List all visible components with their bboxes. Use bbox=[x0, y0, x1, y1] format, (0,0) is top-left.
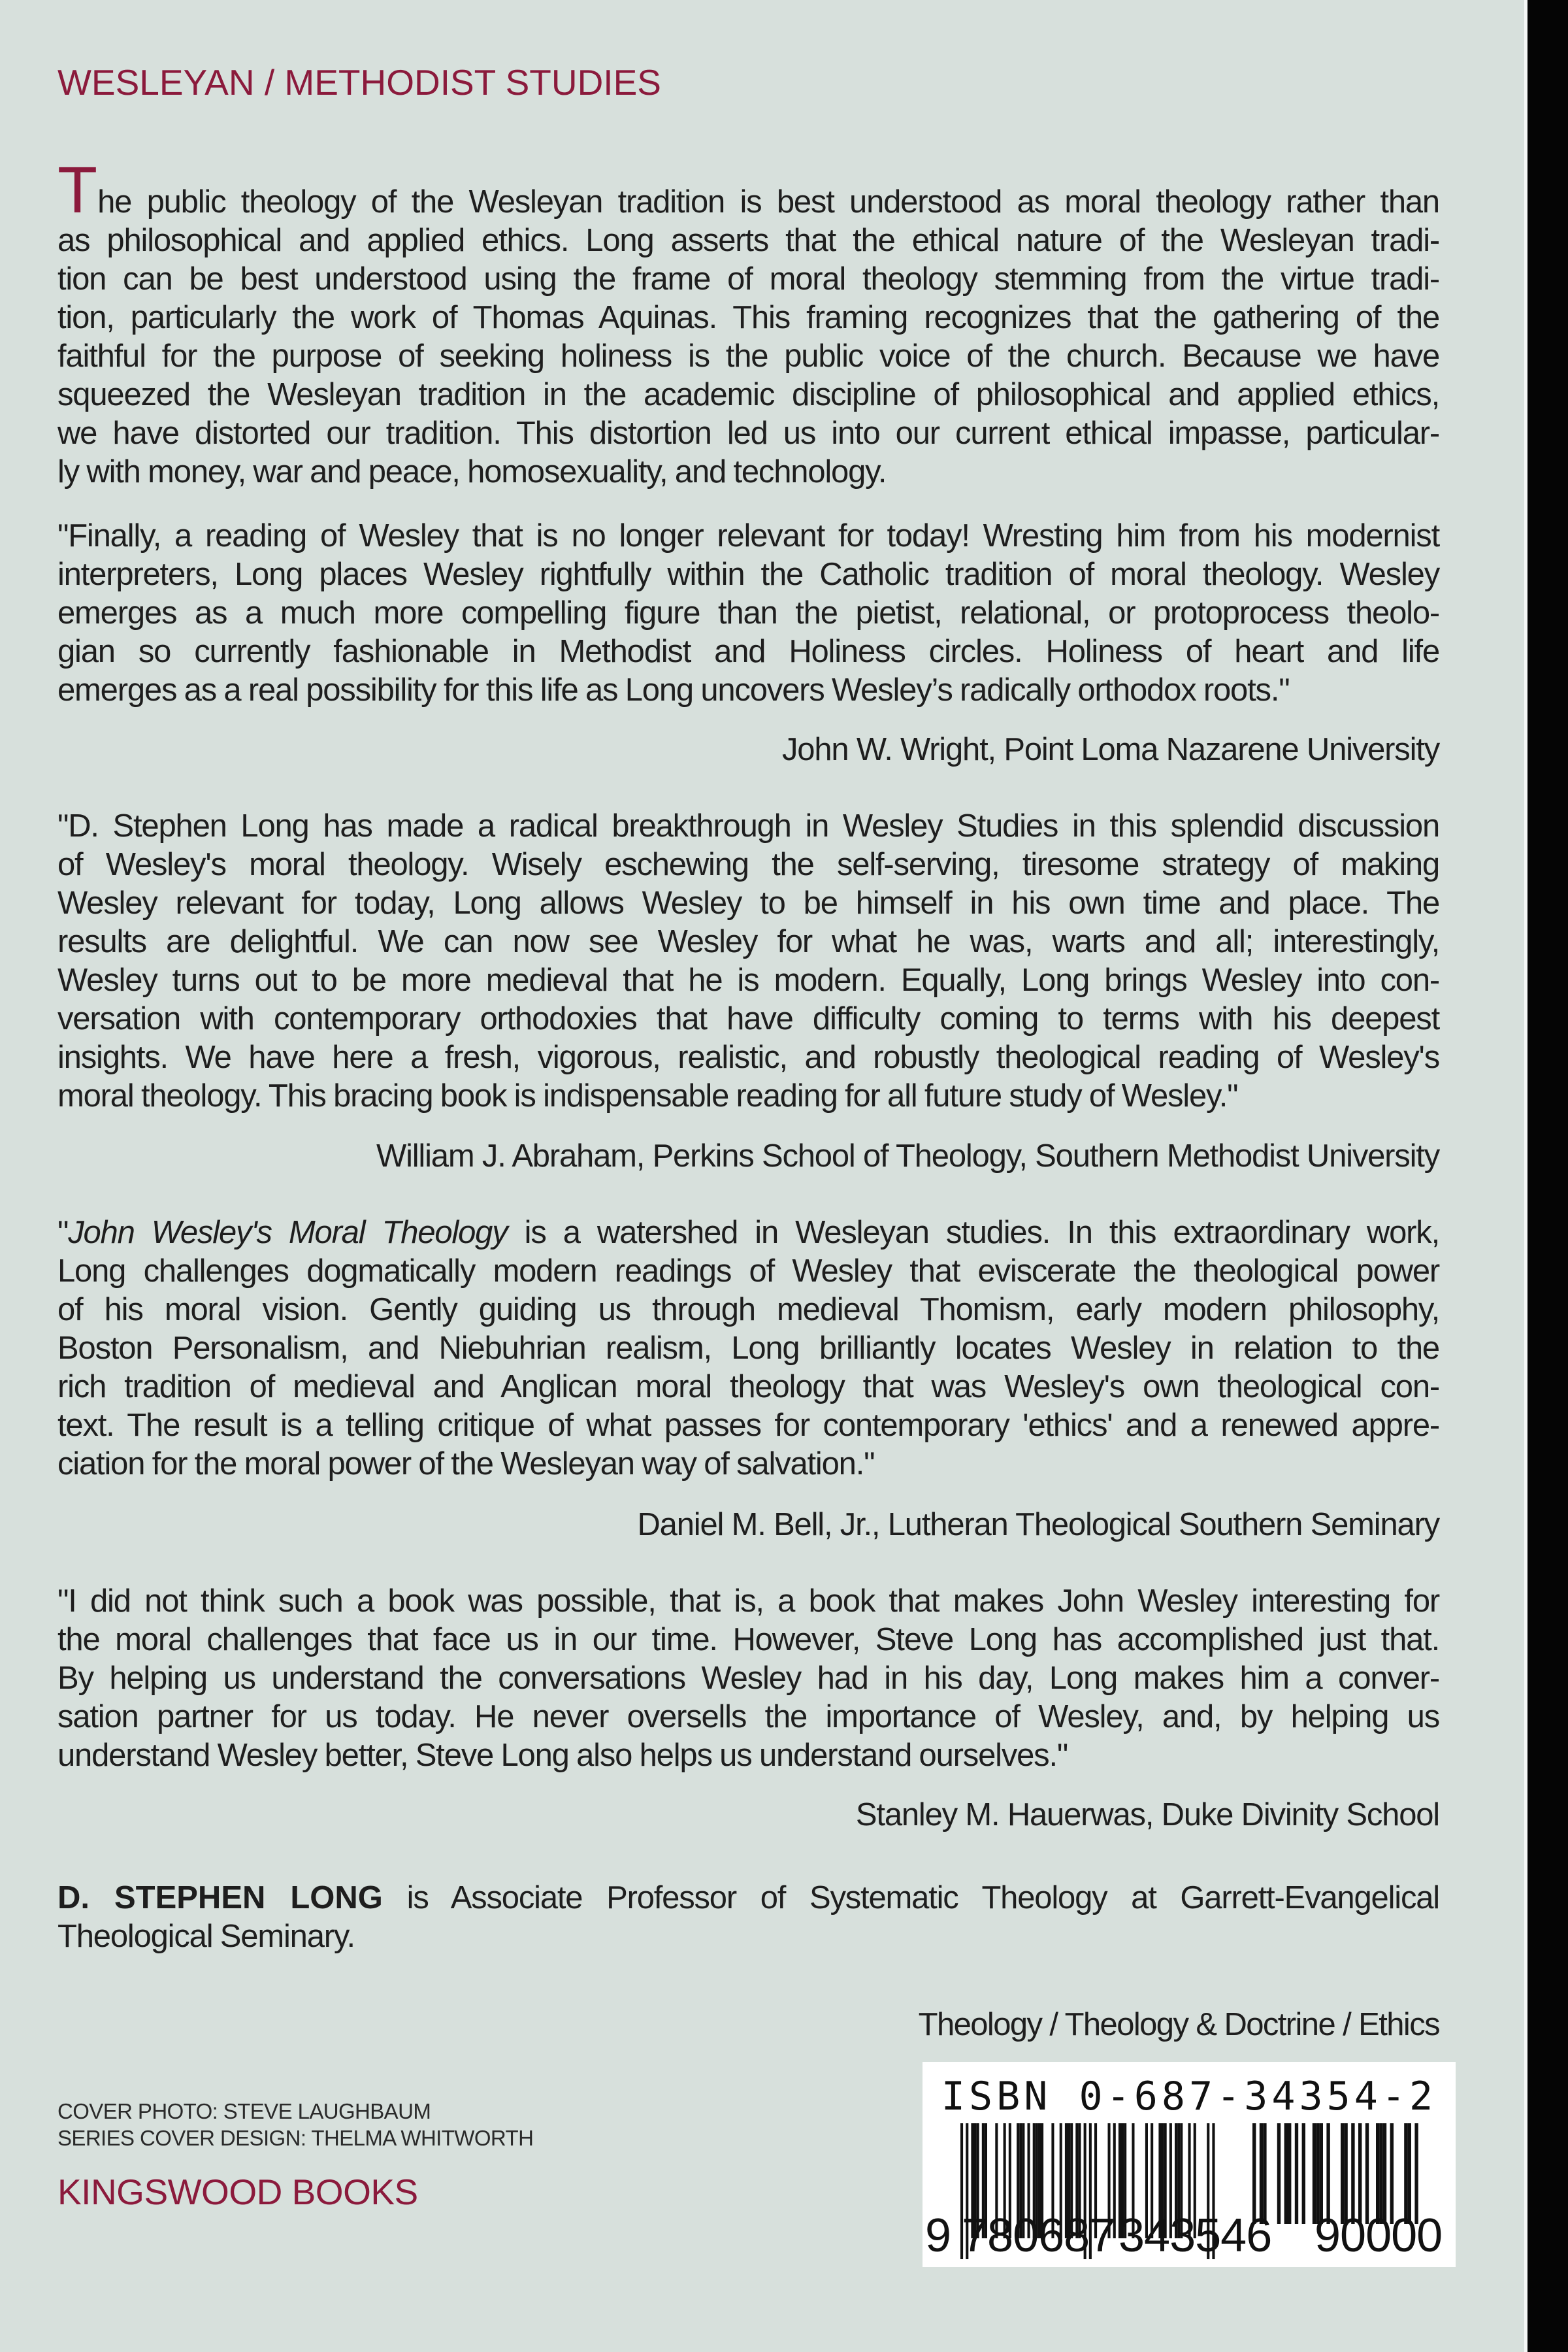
book-title: John Wesley's Moral Theology bbox=[68, 1215, 508, 1250]
endorsement-line: Long challenges dogmatically modern readings of Wesley that eviscerate the theological power bbox=[57, 1253, 1439, 1289]
endorsement-line: results are delightful. We can now see Wesley for what he was, warts and all; interestingly, bbox=[57, 924, 1439, 959]
endorsement-hauerwas bbox=[57, 1582, 1439, 1775]
endorsement-line: emerges as a real possibility for this life as Long uncovers Wesley’s radically orthodox roots." bbox=[57, 672, 1290, 708]
endorsement-line: emerges as a much more compelling figure than the pietist, relational, or protoprocess theolo- bbox=[57, 595, 1439, 631]
publisher-logo: KINGSWOOD BOOKS bbox=[57, 2172, 418, 2212]
photo-credit: COVER PHOTO: STEVE LAUGHBAUM bbox=[57, 2099, 431, 2123]
description-line: we have distorted our tradition. This distortion led us into our current ethical impasse, particular- bbox=[57, 416, 1439, 451]
description-line bbox=[57, 154, 1439, 227]
description-line: as philosophical and applied ethics. Long asserts that the ethical nature of the Wesleyan tradi- bbox=[57, 223, 1439, 258]
drop-cap: T bbox=[57, 154, 98, 227]
description-line: tion can be best understood using the frame of moral theology stemming from the virtue tradi- bbox=[57, 261, 1439, 297]
credits bbox=[57, 2098, 533, 2151]
endorsement-line: "I did not think such a book was possible, that is, a book that makes John Wesley interesting for bbox=[57, 1583, 1439, 1619]
attribution-abraham: William J. Abraham, Perkins School of Theology, Southern Methodist University bbox=[376, 1138, 1439, 1174]
endorsement-line: Wesley turns out to be more medieval that he is modern. Equally, Long brings Wesley into con- bbox=[57, 963, 1439, 998]
endorsement-line: versation with contemporary orthodoxies that have difficulty coming to terms with his deepest bbox=[57, 1001, 1439, 1036]
endorsement-line: ciation for the moral power of the Wesleyan way of salvation." bbox=[57, 1446, 875, 1482]
endorsement-text: is a watershed in Wesleyan studies. In this extraordinary work, bbox=[507, 1215, 1439, 1250]
endorsement-line: "John Wesley's Moral Theology is a watershed in Wesleyan studies. In this extraordinary work, bbox=[57, 1215, 1439, 1250]
design-credit: SERIES COVER DESIGN: THELMA WHITWORTH bbox=[57, 2126, 534, 2150]
spine-strip bbox=[1527, 0, 1568, 2352]
endorsement-bell bbox=[57, 1214, 1439, 1483]
description-line: tion, particularly the work of Thomas Aquinas. This framing recognizes that the gathering of the bbox=[57, 300, 1439, 335]
attribution-hauerwas: Stanley M. Hauerwas, Duke Divinity School bbox=[855, 1797, 1439, 1832]
ean-left-group: 780687 bbox=[962, 2210, 1115, 2262]
category-label: Theology / Theology & Doctrine / Ethics bbox=[918, 2007, 1439, 2042]
ean-right-group: 343546 bbox=[1119, 2210, 1272, 2262]
description-line: faithful for the purpose of seeking holiness is the public voice of the church. Because we have bbox=[57, 339, 1439, 374]
endorsement-line: moral theology. This bracing book is indispensable reading for all future study of Wesley." bbox=[57, 1078, 1238, 1114]
author-name: D. STEPHEN LONG bbox=[57, 1880, 383, 1915]
endorsement-abraham bbox=[57, 807, 1439, 1116]
series-label: WESLEYAN / METHODIST STUDIES bbox=[57, 62, 661, 103]
endorsement-line: of Wesley's moral theology. Wisely eschewing the self-serving, tiresome strategy of making bbox=[57, 847, 1439, 882]
endorsement-line: gian so currently fashionable in Methodist and Holiness circles. Holiness of heart and life bbox=[57, 634, 1439, 669]
endorsement-line: By helping us understand the conversations Wesley had in his day, Long makes him a conver- bbox=[57, 1661, 1439, 1696]
endorsement-line: "Finally, a reading of Wesley that is no longer relevant for today! Wresting him from his modernist bbox=[57, 518, 1439, 554]
description-line: squeezed the Wesleyan tradition in the academic discipline of philosophical and applied ethics, bbox=[57, 377, 1439, 412]
attribution-bell: Daniel M. Bell, Jr., Lutheran Theological Southern Seminary bbox=[637, 1507, 1439, 1542]
endorsement-line: of his moral vision. Gently guiding us through medieval Thomism, early modern philosophy, bbox=[57, 1292, 1439, 1327]
barcode bbox=[923, 2062, 1456, 2267]
ean-first-digit: 9 bbox=[925, 2210, 951, 2262]
endorsement-line: sation partner for us today. He never oversells the importance of Wesley, and, by helping us bbox=[57, 1699, 1439, 1734]
ean-digits bbox=[923, 2209, 1456, 2261]
author-bio bbox=[57, 1879, 1439, 1956]
description-text: he public theology of the Wesleyan tradition is best understood as moral theology rather than bbox=[97, 184, 1439, 220]
author-bio-text: is Associate Professor of Systematic Theology at Garrett-Evangelical bbox=[382, 1880, 1439, 1915]
description bbox=[57, 154, 1439, 491]
endorsement-line: text. The result is a telling critique of what passes for contemporary 'ethics' and a renewed appre- bbox=[57, 1408, 1439, 1443]
attribution-wright: John W. Wright, Point Loma Nazarene University bbox=[781, 732, 1439, 767]
price-code: 90000 bbox=[1315, 2210, 1443, 2262]
endorsement-line: interpreters, Long places Wesley rightfully within the Catholic tradition of moral theology. Wesley bbox=[57, 557, 1439, 592]
endorsement-line: insights. We have here a fresh, vigorous, realistic, and robustly theological reading of Wesley's bbox=[57, 1040, 1439, 1075]
endorsement-line: "D. Stephen Long has made a radical breakthrough in Wesley Studies in this splendid discussion bbox=[57, 808, 1439, 844]
endorsement-line: understand Wesley better, Steve Long also helps us understand ourselves." bbox=[57, 1738, 1068, 1773]
endorsement-line: rich tradition of medieval and Anglican moral theology that was Wesley's own theological con- bbox=[57, 1369, 1439, 1404]
author-bio-line: Theological Seminary. bbox=[57, 1919, 355, 1954]
endorsement-wright bbox=[57, 517, 1439, 710]
description-line: ly with money, war and peace, homosexuality, and technology. bbox=[57, 454, 887, 489]
endorsement-line: the moral challenges that face us in our time. However, Steve Long has accomplished just that. bbox=[57, 1622, 1439, 1657]
isbn-label: ISBN 0-687-34354-2 bbox=[941, 2074, 1437, 2119]
endorsement-line: Boston Personalism, and Niebuhrian realism, Long brilliantly locates Wesley in relation to the bbox=[57, 1331, 1439, 1366]
author-bio-line bbox=[57, 1879, 1439, 1917]
endorsement-line: Wesley relevant for today, Long allows Wesley to be himself in his own time and place. The bbox=[57, 886, 1439, 921]
